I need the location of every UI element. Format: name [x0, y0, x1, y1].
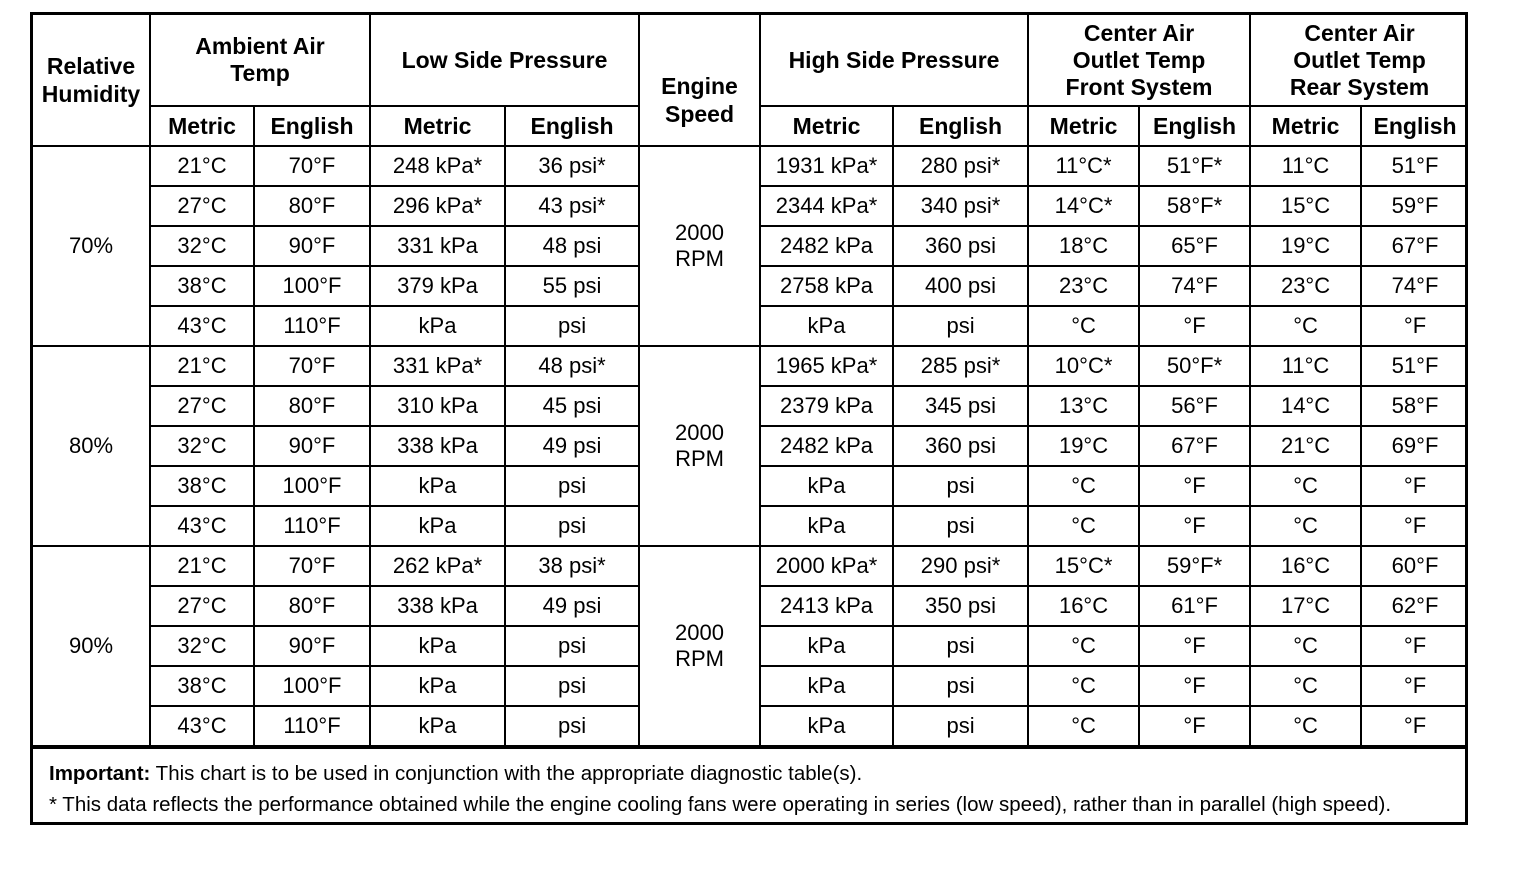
rear-outlet-english-cell: 67°F — [1361, 226, 1468, 266]
front-outlet-metric-cell: 10°C* — [1028, 346, 1139, 386]
subheader-english: English — [1139, 106, 1250, 146]
high-side-english-cell: 340 psi* — [893, 186, 1028, 226]
important-label: Important: — [49, 762, 151, 785]
ambient-metric-cell: 43°C — [150, 706, 254, 746]
header-ambient-air-temp: Ambient Air Temp — [150, 15, 370, 106]
high-side-english-cell: 280 psi* — [893, 146, 1028, 186]
important-note — [49, 763, 1449, 785]
high-side-metric-cell: 2000 kPa* — [760, 546, 893, 586]
low-side-english-cell: psi — [505, 706, 639, 746]
rear-outlet-english-cell: °F — [1361, 666, 1468, 706]
ambient-metric-cell: 32°C — [150, 626, 254, 666]
ambient-metric-cell: 27°C — [150, 386, 254, 426]
front-outlet-english-cell: 74°F — [1139, 266, 1250, 306]
low-side-english-cell: 38 psi* — [505, 546, 639, 586]
low-side-english-cell: 55 psi — [505, 266, 639, 306]
rear-outlet-english-cell: °F — [1361, 466, 1468, 506]
low-side-english-cell: 36 psi* — [505, 146, 639, 186]
subheader-metric: Metric — [760, 106, 893, 146]
low-side-metric-cell: kPa — [370, 666, 505, 706]
high-side-metric-cell: kPa — [760, 666, 893, 706]
ambient-english-cell: 70°F — [254, 546, 370, 586]
ambient-english-cell: 100°F — [254, 666, 370, 706]
important-text: This chart is to be used in conjunction with the appropriate diagnostic table(s). — [150, 762, 863, 785]
high-side-metric-cell: 2379 kPa — [760, 386, 893, 426]
ambient-english-cell: 70°F — [254, 346, 370, 386]
subheader-metric: Metric — [1028, 106, 1139, 146]
subheader-metric: Metric — [1250, 106, 1361, 146]
ambient-english-cell: 90°F — [254, 426, 370, 466]
front-outlet-english-cell: °F — [1139, 306, 1250, 346]
rear-outlet-english-cell: 74°F — [1361, 266, 1468, 306]
front-outlet-metric-cell: 18°C — [1028, 226, 1139, 266]
rear-outlet-english-cell: 62°F — [1361, 586, 1468, 626]
low-side-metric-cell: kPa — [370, 706, 505, 746]
ambient-english-cell: 70°F — [254, 146, 370, 186]
front-outlet-english-cell: 61°F — [1139, 586, 1250, 626]
front-outlet-metric-cell: 11°C* — [1028, 146, 1139, 186]
front-outlet-english-cell: 67°F — [1139, 426, 1250, 466]
header-center-rear: Center Air Outlet Temp Rear System — [1250, 15, 1468, 106]
high-side-metric-cell: 2482 kPa — [760, 426, 893, 466]
ambient-metric-cell: 27°C — [150, 586, 254, 626]
ambient-metric-cell: 21°C — [150, 546, 254, 586]
front-outlet-metric-cell: 14°C* — [1028, 186, 1139, 226]
high-side-english-cell: 360 psi — [893, 226, 1028, 266]
low-side-english-cell: 49 psi — [505, 426, 639, 466]
high-side-english-cell: psi — [893, 706, 1028, 746]
ambient-metric-cell: 21°C — [150, 346, 254, 386]
humidity-cell: 70% — [33, 146, 150, 346]
low-side-metric-cell: 296 kPa* — [370, 186, 505, 226]
rear-outlet-metric-cell: 23°C — [1250, 266, 1361, 306]
high-side-metric-cell: 1931 kPa* — [760, 146, 893, 186]
header-relative-humidity: Relative Humidity — [33, 15, 150, 146]
rear-outlet-metric-cell: 17°C — [1250, 586, 1361, 626]
subheader-english: English — [254, 106, 370, 146]
high-side-metric-cell: kPa — [760, 466, 893, 506]
high-side-english-cell: psi — [893, 466, 1028, 506]
low-side-metric-cell: 331 kPa — [370, 226, 505, 266]
front-outlet-metric-cell: °C — [1028, 626, 1139, 666]
subheader-metric: Metric — [150, 106, 254, 146]
high-side-english-cell: psi — [893, 666, 1028, 706]
engine-speed-cell: 2000 RPM — [639, 346, 760, 546]
rear-outlet-metric-cell: °C — [1250, 706, 1361, 746]
rear-outlet-english-cell: 51°F — [1361, 146, 1468, 186]
ambient-english-cell: 100°F — [254, 266, 370, 306]
high-side-metric-cell: kPa — [760, 626, 893, 666]
ambient-metric-cell: 27°C — [150, 186, 254, 226]
front-outlet-metric-cell: 13°C — [1028, 386, 1139, 426]
high-side-english-cell: 400 psi — [893, 266, 1028, 306]
high-side-english-cell: 360 psi — [893, 426, 1028, 466]
rear-outlet-metric-cell: 15°C — [1250, 186, 1361, 226]
front-outlet-metric-cell: °C — [1028, 506, 1139, 546]
rear-outlet-metric-cell: °C — [1250, 466, 1361, 506]
front-outlet-english-cell: °F — [1139, 626, 1250, 666]
header-engine-speed: Engine Speed — [639, 15, 760, 146]
low-side-metric-cell: 262 kPa* — [370, 546, 505, 586]
front-outlet-english-cell: 50°F* — [1139, 346, 1250, 386]
performance-table — [33, 15, 1468, 747]
high-side-metric-cell: 2344 kPa* — [760, 186, 893, 226]
front-outlet-english-cell: 56°F — [1139, 386, 1250, 426]
front-outlet-metric-cell: °C — [1028, 706, 1139, 746]
rear-outlet-metric-cell: 16°C — [1250, 546, 1361, 586]
table-body — [33, 146, 1468, 746]
front-outlet-english-cell: 59°F* — [1139, 546, 1250, 586]
table-row — [33, 346, 1468, 386]
engine-speed-cell: 2000 RPM — [639, 546, 760, 746]
ambient-metric-cell: 38°C — [150, 266, 254, 306]
low-side-english-cell: psi — [505, 506, 639, 546]
front-outlet-english-cell: °F — [1139, 706, 1250, 746]
front-outlet-metric-cell: °C — [1028, 466, 1139, 506]
rear-outlet-english-cell: °F — [1361, 706, 1468, 746]
low-side-metric-cell: kPa — [370, 306, 505, 346]
rear-outlet-metric-cell: 11°C — [1250, 346, 1361, 386]
rear-outlet-english-cell: 58°F — [1361, 386, 1468, 426]
low-side-english-cell: 43 psi* — [505, 186, 639, 226]
low-side-english-cell: 49 psi — [505, 586, 639, 626]
front-outlet-english-cell: 58°F* — [1139, 186, 1250, 226]
ambient-metric-cell: 38°C — [150, 666, 254, 706]
table-row — [33, 546, 1468, 586]
low-side-english-cell: psi — [505, 466, 639, 506]
low-side-english-cell: psi — [505, 666, 639, 706]
ambient-metric-cell: 43°C — [150, 506, 254, 546]
ambient-metric-cell: 32°C — [150, 426, 254, 466]
rear-outlet-metric-cell: 19°C — [1250, 226, 1361, 266]
ambient-metric-cell: 38°C — [150, 466, 254, 506]
humidity-cell: 80% — [33, 346, 150, 546]
high-side-metric-cell: kPa — [760, 506, 893, 546]
front-outlet-metric-cell: °C — [1028, 666, 1139, 706]
high-side-metric-cell: kPa — [760, 306, 893, 346]
rear-outlet-english-cell: 51°F — [1361, 346, 1468, 386]
front-outlet-metric-cell: °C — [1028, 306, 1139, 346]
low-side-metric-cell: 331 kPa* — [370, 346, 505, 386]
ambient-english-cell: 80°F — [254, 186, 370, 226]
ambient-english-cell: 90°F — [254, 226, 370, 266]
high-side-english-cell: psi — [893, 626, 1028, 666]
rear-outlet-metric-cell: °C — [1250, 626, 1361, 666]
rear-outlet-metric-cell: 14°C — [1250, 386, 1361, 426]
high-side-english-cell: 285 psi* — [893, 346, 1028, 386]
low-side-english-cell: psi — [505, 626, 639, 666]
low-side-english-cell: 48 psi — [505, 226, 639, 266]
ambient-english-cell: 110°F — [254, 306, 370, 346]
table-row — [33, 146, 1468, 186]
high-side-metric-cell: 2758 kPa — [760, 266, 893, 306]
humidity-cell: 90% — [33, 546, 150, 746]
front-outlet-metric-cell: 16°C — [1028, 586, 1139, 626]
rear-outlet-metric-cell: °C — [1250, 666, 1361, 706]
rear-outlet-metric-cell: °C — [1250, 506, 1361, 546]
front-outlet-english-cell: °F — [1139, 666, 1250, 706]
subheader-english: English — [893, 106, 1028, 146]
high-side-metric-cell: 2482 kPa — [760, 226, 893, 266]
performance-chart — [30, 12, 1468, 825]
rear-outlet-metric-cell: 21°C — [1250, 426, 1361, 466]
header-low-side-pressure: Low Side Pressure — [370, 15, 639, 106]
rear-outlet-metric-cell: °C — [1250, 306, 1361, 346]
rear-outlet-english-cell: °F — [1361, 306, 1468, 346]
ambient-metric-cell: 21°C — [150, 146, 254, 186]
header-high-side-pressure: High Side Pressure — [760, 15, 1028, 106]
notes — [33, 747, 1465, 822]
front-outlet-metric-cell: 23°C — [1028, 266, 1139, 306]
front-outlet-english-cell: °F — [1139, 466, 1250, 506]
front-outlet-metric-cell: 19°C — [1028, 426, 1139, 466]
front-outlet-metric-cell: 15°C* — [1028, 546, 1139, 586]
low-side-english-cell: psi — [505, 306, 639, 346]
low-side-metric-cell: 338 kPa — [370, 426, 505, 466]
ambient-english-cell: 100°F — [254, 466, 370, 506]
high-side-metric-cell: 1965 kPa* — [760, 346, 893, 386]
engine-speed-cell: 2000 RPM — [639, 146, 760, 346]
ambient-metric-cell: 32°C — [150, 226, 254, 266]
low-side-metric-cell: 310 kPa — [370, 386, 505, 426]
low-side-metric-cell: 248 kPa* — [370, 146, 505, 186]
rear-outlet-metric-cell: 11°C — [1250, 146, 1361, 186]
low-side-english-cell: 48 psi* — [505, 346, 639, 386]
low-side-metric-cell: kPa — [370, 506, 505, 546]
rear-outlet-english-cell: 69°F — [1361, 426, 1468, 466]
ambient-metric-cell: 43°C — [150, 306, 254, 346]
high-side-english-cell: 350 psi — [893, 586, 1028, 626]
high-side-metric-cell: kPa — [760, 706, 893, 746]
subheader-english: English — [1361, 106, 1468, 146]
low-side-english-cell: 45 psi — [505, 386, 639, 426]
rear-outlet-english-cell: °F — [1361, 506, 1468, 546]
rear-outlet-english-cell: 60°F — [1361, 546, 1468, 586]
rear-outlet-english-cell: 59°F — [1361, 186, 1468, 226]
low-side-metric-cell: 338 kPa — [370, 586, 505, 626]
high-side-english-cell: psi — [893, 306, 1028, 346]
front-outlet-english-cell: 65°F — [1139, 226, 1250, 266]
ambient-english-cell: 80°F — [254, 586, 370, 626]
low-side-metric-cell: kPa — [370, 626, 505, 666]
header-center-front: Center Air Outlet Temp Front System — [1028, 15, 1250, 106]
front-outlet-english-cell: 51°F* — [1139, 146, 1250, 186]
low-side-metric-cell: kPa — [370, 466, 505, 506]
high-side-english-cell: psi — [893, 506, 1028, 546]
ambient-english-cell: 80°F — [254, 386, 370, 426]
high-side-metric-cell: 2413 kPa — [760, 586, 893, 626]
ambient-english-cell: 90°F — [254, 626, 370, 666]
high-side-english-cell: 290 psi* — [893, 546, 1028, 586]
front-outlet-english-cell: °F — [1139, 506, 1250, 546]
subheader-metric: Metric — [370, 106, 505, 146]
ambient-english-cell: 110°F — [254, 506, 370, 546]
rear-outlet-english-cell: °F — [1361, 626, 1468, 666]
subheader-english: English — [505, 106, 639, 146]
high-side-english-cell: 345 psi — [893, 386, 1028, 426]
ambient-english-cell: 110°F — [254, 706, 370, 746]
low-side-metric-cell: 379 kPa — [370, 266, 505, 306]
footnote: * This data reflects the performance obtained while the engine cooling fans were operating in series (low speed), rather than in parallel (high speed). — [49, 793, 1392, 816]
